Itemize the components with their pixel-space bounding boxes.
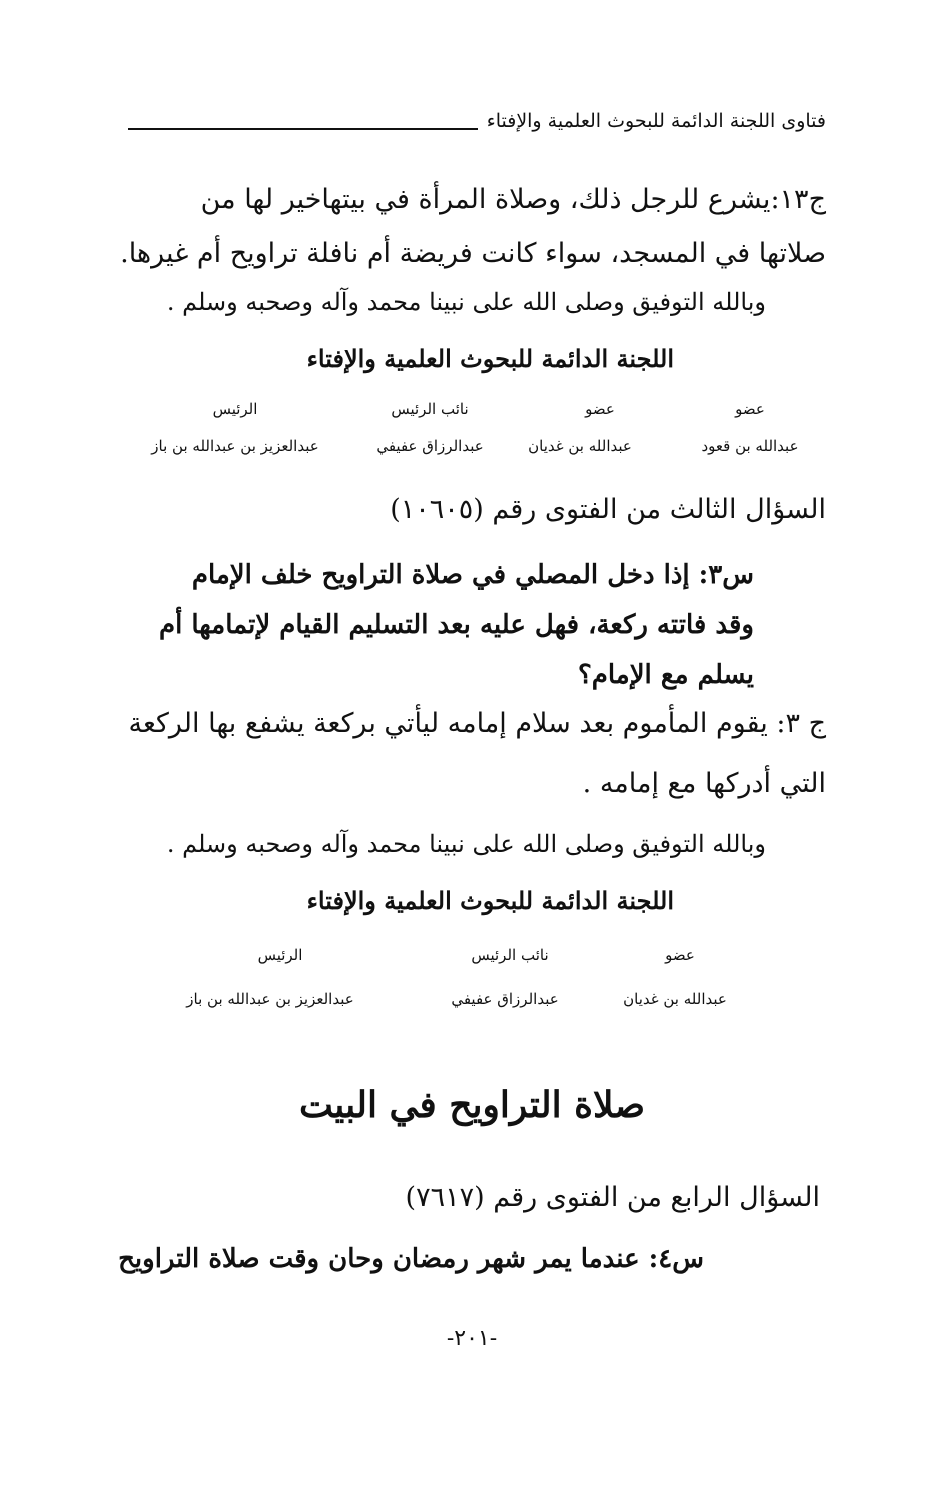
- signatory-name: عبدالله بن غديان: [623, 990, 727, 1008]
- signatory-role: عضو: [735, 400, 765, 418]
- signatory-role: عضو: [585, 400, 615, 418]
- signatory-name: عبدالرزاق عفيفي: [376, 437, 484, 455]
- signatory-role: الرئيس: [257, 946, 303, 964]
- section-title: صلاة التراويح في البيت: [298, 1084, 646, 1126]
- question-4-line-1: س٤: عندما يمر شهر رمضان وحان وقت صلاة التراويح: [118, 1244, 704, 1274]
- committee-name-1: اللجنة الدائمة للبحوث العلمية والإفتاء: [306, 344, 674, 373]
- signatory-role: نائب الرئيس: [471, 946, 549, 964]
- answer-13-line-2: صلاتها في المسجد، سواء كانت فريضة أم نافلة تراويح أم غيرها.: [120, 238, 826, 269]
- signatory-name: عبدالعزيز بن عبدالله بن باز: [151, 437, 319, 455]
- answer-3-line-2: التي أدركها مع إمامه .: [582, 768, 826, 799]
- signatory-name: عبدالله بن قعود: [701, 437, 799, 455]
- fatwa-heading-3: السؤال الثالث من الفتوى رقم (١٠٦٠٥): [390, 494, 826, 525]
- answer-13-line-1: ج١٣:يشرع للرجل ذلك، وصلاة المرأة في بيتهاخير لها من: [200, 184, 826, 215]
- header-rule: [128, 128, 478, 130]
- running-header: فتاوى اللجنة الدائمة للبحوث العلمية والإفتاء: [486, 110, 826, 132]
- question-3-line-3: يسلم مع الإمام؟: [577, 660, 754, 690]
- answer-3-line-1: ج ٣: يقوم المأموم بعد سلام إمامه ليأتي بركعة يشفع بها الركعة: [128, 708, 826, 739]
- closing-prayer-1: وبالله التوفيق وصلى الله على نبينا محمد وآله وصحبه وسلم .: [166, 288, 766, 316]
- closing-prayer-2: وبالله التوفيق وصلى الله على نبينا محمد وآله وصحبه وسلم .: [166, 830, 766, 858]
- signatory-name: عبدالعزيز بن عبدالله بن باز: [186, 990, 354, 1008]
- signatory-role: نائب الرئيس: [391, 400, 469, 418]
- question-3-line-2: وقد فاتته ركعة، فهل عليه بعد التسليم القيام لإتمامها أم: [159, 610, 754, 640]
- signatory-role: عضو: [665, 946, 695, 964]
- signatory-name: عبدالله بن غديان: [528, 437, 632, 455]
- question-3-line-1: س٣: إذا دخل المصلي في صلاة التراويح خلف الإمام: [191, 560, 754, 590]
- committee-name-2: اللجنة الدائمة للبحوث العلمية والإفتاء: [306, 886, 674, 915]
- signatory-role: الرئيس: [212, 400, 258, 418]
- page-number: -٢٠١-: [446, 1326, 498, 1351]
- fatwa-heading-4: السؤال الرابع من الفتوى رقم (٧٦١٧): [405, 1182, 820, 1213]
- signatory-name: عبدالرزاق عفيفي: [451, 990, 559, 1008]
